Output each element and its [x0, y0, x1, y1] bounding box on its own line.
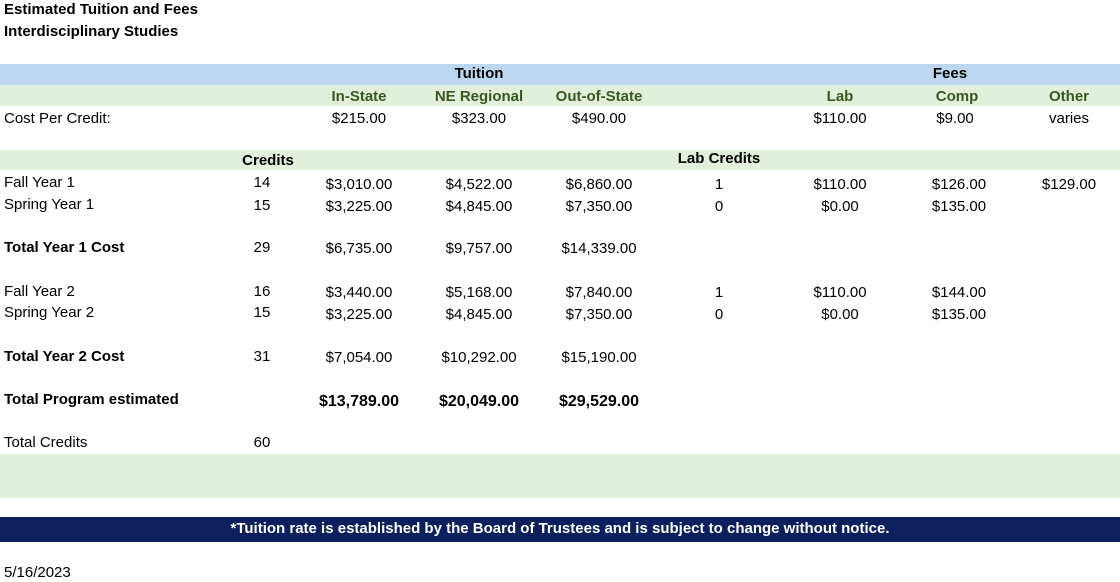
fall2-neregional: $5,168.00	[445, 284, 513, 301]
col-header-lab: Lab	[826, 88, 854, 105]
fall2-outofstate: $7,840.00	[565, 284, 633, 301]
document-date: 5/16/2023	[4, 564, 71, 581]
col-header-instate: In-State	[331, 88, 387, 105]
col-header-outofstate: Out-of-State	[555, 88, 643, 105]
total1-neregional: $9,757.00	[445, 240, 513, 257]
fall1-credits: 14	[253, 174, 271, 191]
fall1-neregional: $4,522.00	[445, 176, 513, 193]
spring2-instate: $3,225.00	[325, 306, 393, 323]
fall2-credits: 16	[253, 283, 271, 300]
spring2-neregional: $4,845.00	[445, 306, 513, 323]
row-label-total-program: Total Program estimated	[4, 391, 179, 408]
col-header-neregional: NE Regional	[434, 88, 524, 105]
footer-note-bar	[0, 517, 1120, 542]
row-label-total-year-2: Total Year 2 Cost	[4, 348, 125, 365]
spring1-neregional: $4,845.00	[445, 198, 513, 215]
spring1-lab-credits: 0	[714, 198, 724, 215]
cost-per-credit-neregional: $323.00	[451, 110, 507, 127]
row-label-fall-year-1: Fall Year 1	[4, 174, 75, 191]
tuition-group-header: Tuition	[454, 65, 504, 82]
spring1-credits: 15	[253, 197, 271, 214]
spring1-comp: $135.00	[931, 198, 987, 215]
spring2-lab: $0.00	[821, 306, 859, 323]
total1-instate: $6,735.00	[325, 240, 393, 257]
total2-instate: $7,054.00	[325, 349, 393, 366]
footer-note: *Tuition rate is established by the Board of Trustees and is subject to change without notice.	[230, 520, 890, 537]
cost-per-credit-instate: $215.00	[331, 110, 387, 127]
cost-per-credit-outofstate: $490.00	[571, 110, 627, 127]
total2-credits: 31	[253, 348, 271, 365]
row-label-total-year-1: Total Year 1 Cost	[4, 239, 125, 256]
total1-outofstate: $14,339.00	[561, 240, 637, 257]
total1-credits: 29	[253, 239, 271, 256]
page-subtitle: Interdisciplinary Studies	[4, 23, 179, 40]
fall2-lab: $110.00	[813, 284, 867, 301]
fall2-instate: $3,440.00	[325, 284, 393, 301]
total-credits-value: 60	[253, 434, 271, 451]
fall1-other: $129.00	[1041, 176, 1097, 193]
cost-per-credit-lab: $110.00	[813, 110, 867, 127]
row-label-spring-year-2: Spring Year 2	[4, 304, 95, 321]
credits-header-band	[0, 150, 1120, 170]
col-header-lab-credits: Lab Credits	[677, 150, 761, 167]
page-title: Estimated Tuition and Fees	[4, 1, 198, 18]
cost-per-credit-label: Cost Per Credit:	[4, 110, 111, 127]
row-label-fall-year-2: Fall Year 2	[4, 283, 75, 300]
program-instate: $13,789.00	[318, 393, 400, 410]
fall2-lab-credits: 1	[714, 284, 724, 301]
col-header-credits: Credits	[242, 152, 294, 169]
spring1-instate: $3,225.00	[325, 198, 393, 215]
fall2-comp: $144.00	[931, 284, 987, 301]
col-header-comp: Comp	[935, 88, 979, 105]
program-outofstate: $29,529.00	[558, 393, 640, 410]
spring2-lab-credits: 0	[714, 306, 724, 323]
fees-group-header: Fees	[932, 65, 968, 82]
fall1-outofstate: $6,860.00	[565, 176, 633, 193]
fall1-lab: $110.00	[813, 176, 867, 193]
program-neregional: $20,049.00	[438, 393, 520, 410]
row-label-total-credits: Total Credits	[4, 434, 88, 451]
spring1-outofstate: $7,350.00	[565, 198, 633, 215]
total2-outofstate: $15,190.00	[561, 349, 637, 366]
col-header-other: Other	[1048, 88, 1090, 105]
spacer-band	[0, 454, 1120, 498]
spring2-credits: 15	[253, 304, 271, 321]
total2-neregional: $10,292.00	[441, 349, 517, 366]
spring2-comp: $135.00	[931, 306, 987, 323]
row-label-spring-year-1: Spring Year 1	[4, 196, 95, 213]
fall1-instate: $3,010.00	[325, 176, 393, 193]
cost-per-credit-other: varies	[1048, 110, 1090, 127]
fall1-comp: $126.00	[931, 176, 987, 193]
cost-per-credit-comp: $9.00	[936, 110, 974, 127]
fall1-lab-credits: 1	[714, 176, 724, 193]
spring2-outofstate: $7,350.00	[565, 306, 633, 323]
spring1-lab: $0.00	[821, 198, 859, 215]
